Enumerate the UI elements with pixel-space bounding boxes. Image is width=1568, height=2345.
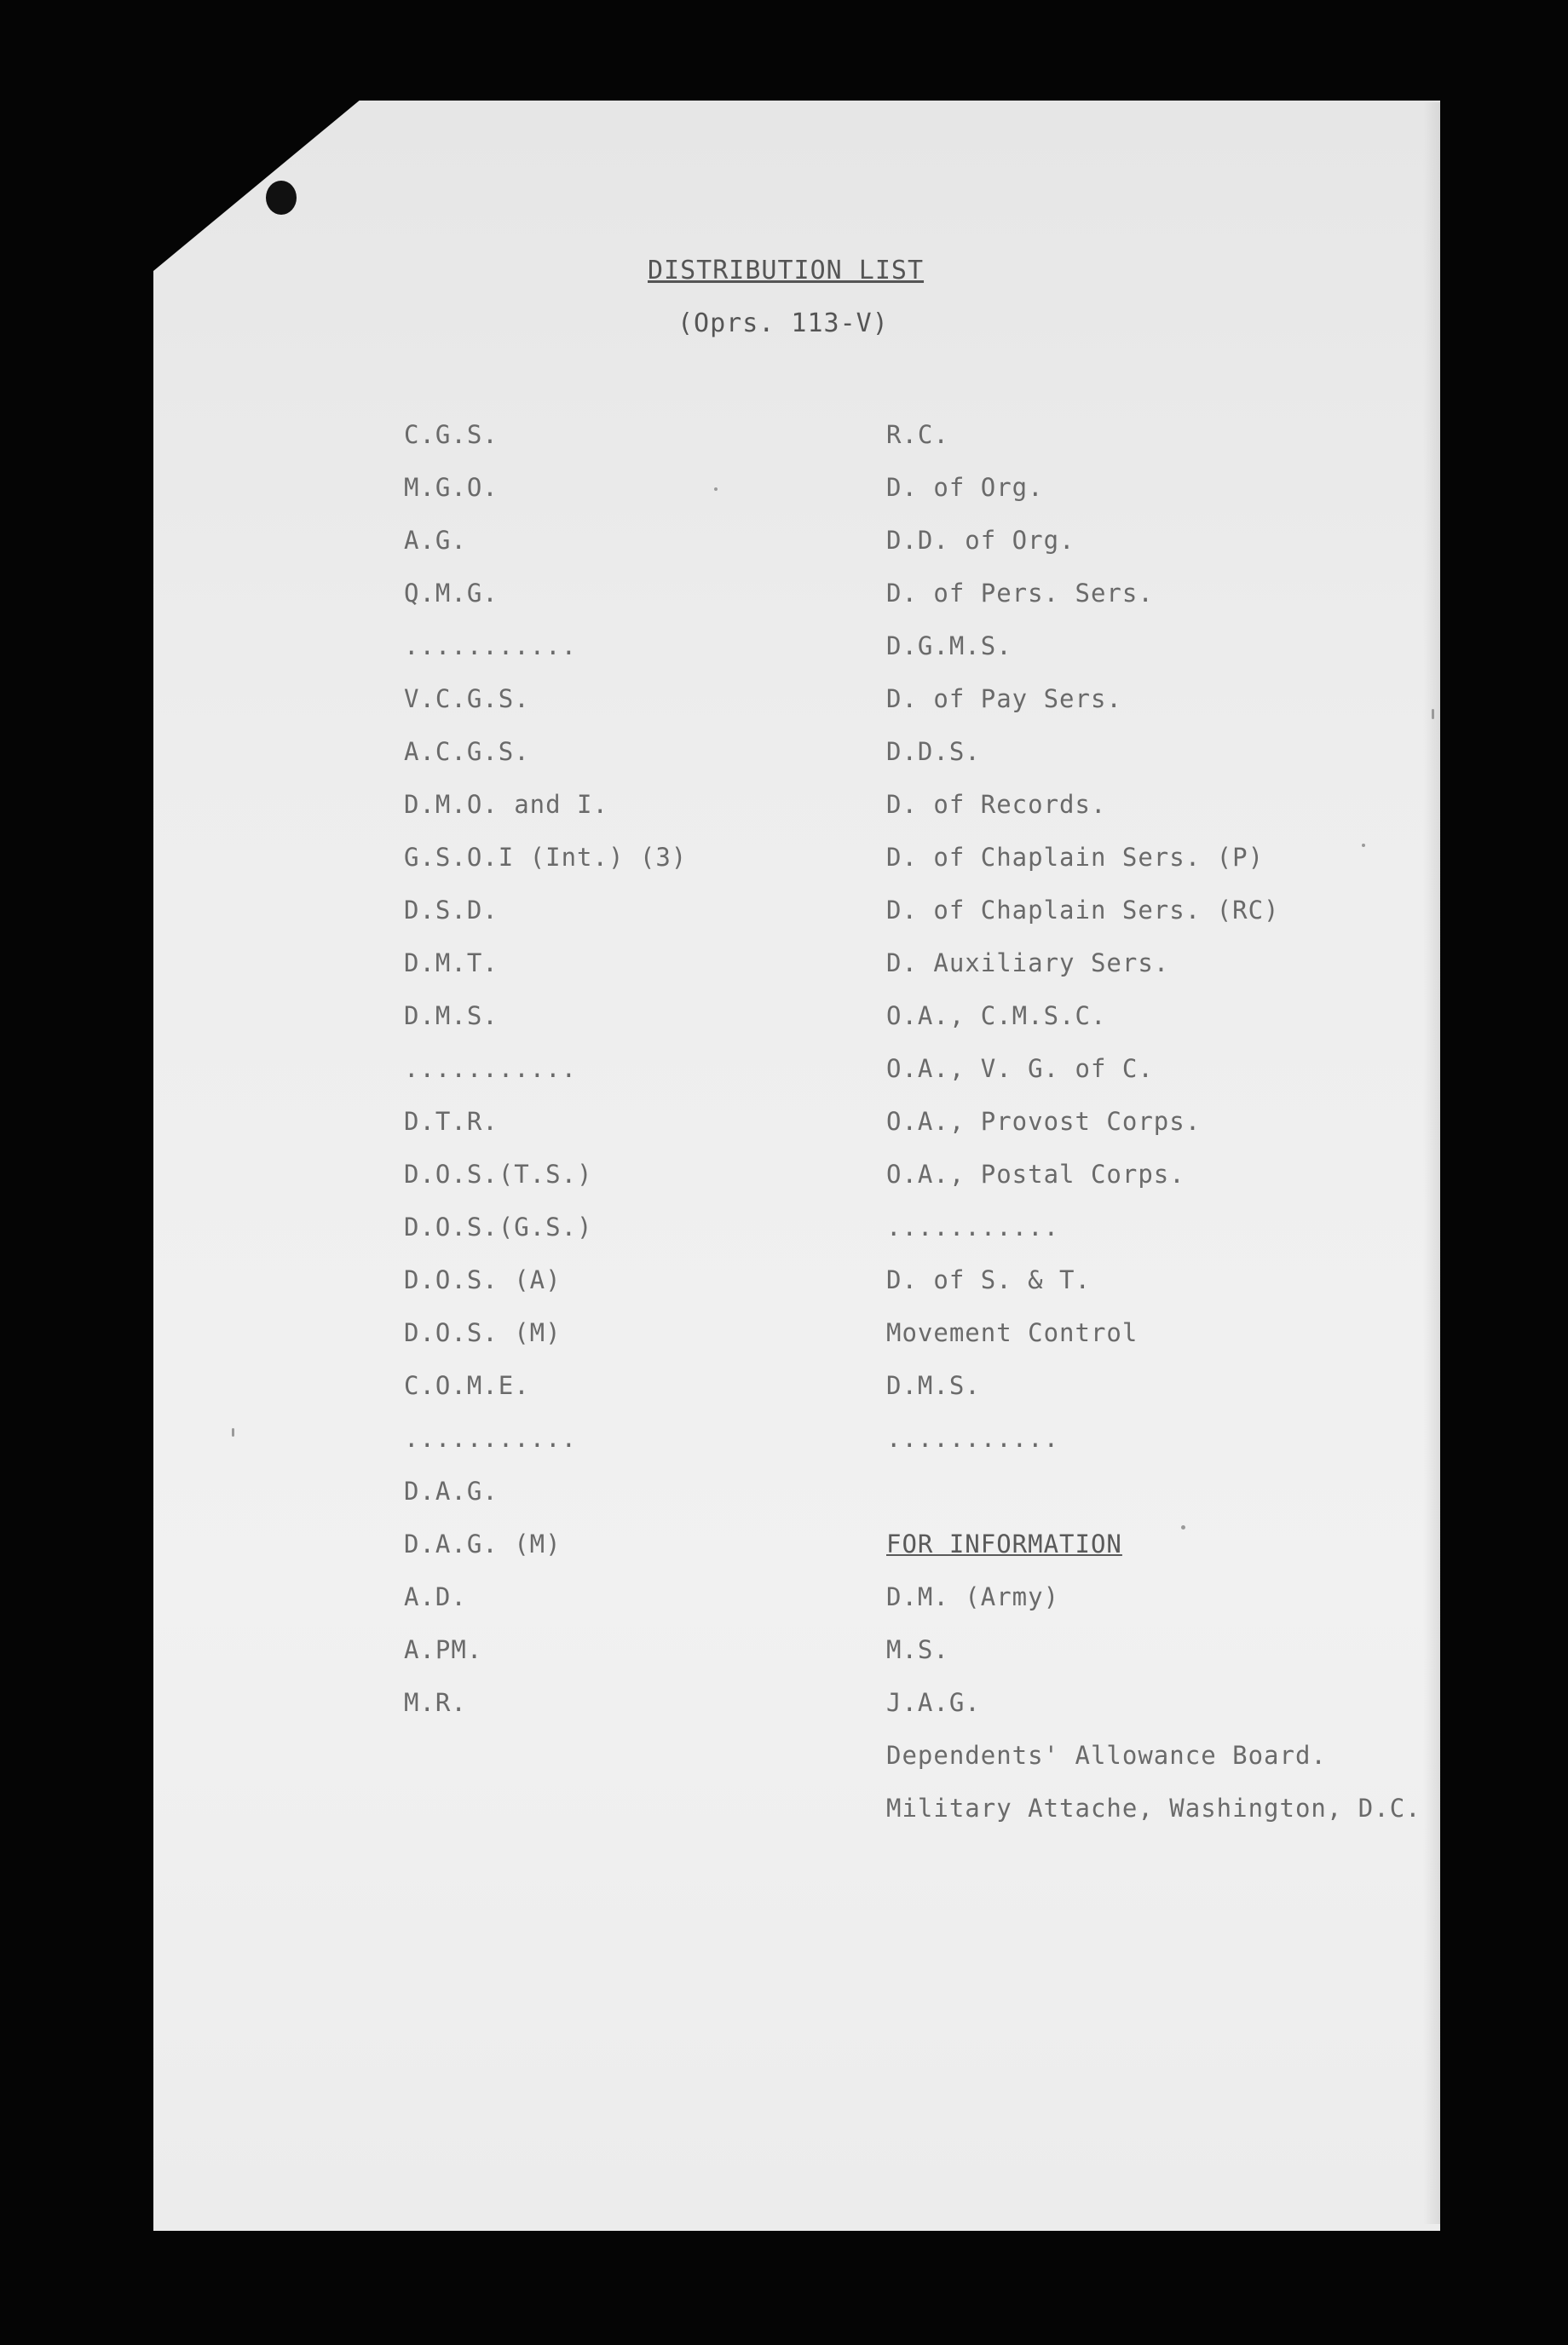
- list-item: D.M.T.: [404, 948, 499, 977]
- list-item: D.D. of Org.: [886, 526, 1075, 555]
- list-item: D.A.G.: [404, 1477, 499, 1506]
- list-item: D.M.S.: [404, 1001, 499, 1030]
- list-item: M.R.: [404, 1688, 467, 1717]
- list-item: D.O.S. (A): [404, 1265, 562, 1294]
- list-item: D.O.S.(G.S.): [404, 1213, 593, 1242]
- list-item: M.S.: [886, 1635, 949, 1664]
- list-item: A.PM.: [404, 1635, 483, 1664]
- list-item: D.T.R.: [404, 1107, 499, 1136]
- list-separator: ...........: [404, 1054, 578, 1083]
- list-separator: ...........: [886, 1213, 1060, 1242]
- list-item: D. of Chaplain Sers. (P): [886, 843, 1265, 872]
- list-item: D.M. (Army): [886, 1582, 1060, 1611]
- punch-hole-icon: [266, 181, 297, 215]
- list-item: D. of Org.: [886, 473, 1044, 502]
- for-information-heading: FOR INFORMATION: [886, 1530, 1122, 1559]
- list-item: V.C.G.S.: [404, 684, 530, 713]
- list-item: A.D.: [404, 1582, 467, 1611]
- list-item: D. of Chaplain Sers. (RC): [886, 896, 1280, 925]
- list-item: D.A.G. (M): [404, 1530, 562, 1559]
- list-separator: ...........: [886, 1424, 1060, 1453]
- list-item: C.O.M.E.: [404, 1371, 530, 1400]
- scan-speck: [232, 1428, 234, 1437]
- list-item: Dependents' Allowance Board.: [886, 1741, 1327, 1770]
- list-item: O.A., V. G. of C.: [886, 1054, 1154, 1083]
- document-subtitle: (Oprs. 113-V): [677, 308, 889, 338]
- list-item: D.M.S.: [886, 1371, 981, 1400]
- list-item: D.O.S. (M): [404, 1318, 562, 1347]
- list-item: M.G.O.: [404, 473, 499, 502]
- paper-edge: [1423, 102, 1440, 2224]
- scan-speck: [714, 487, 718, 491]
- list-item: Movement Control: [886, 1318, 1139, 1347]
- list-item: D. of Pers. Sers.: [886, 579, 1154, 608]
- list-separator: ...........: [404, 631, 578, 660]
- list-item: Q.M.G.: [404, 579, 499, 608]
- list-separator: ...........: [404, 1424, 578, 1453]
- list-item: D. of Pay Sers.: [886, 684, 1122, 713]
- list-item: D.S.D.: [404, 896, 499, 925]
- distribution-list-left: [404, 419, 687, 1740]
- list-item: R.C.: [886, 420, 949, 449]
- list-item: J.A.G.: [886, 1688, 981, 1717]
- scan-speck: [1362, 844, 1365, 847]
- document-title: DISTRIBUTION LIST: [648, 256, 925, 285]
- list-item: A.G.: [404, 526, 467, 555]
- scan-speck: [1181, 1525, 1185, 1530]
- list-item: O.A., Provost Corps.: [886, 1107, 1202, 1136]
- list-item: C.G.S.: [404, 420, 499, 449]
- list-item: O.A., Postal Corps.: [886, 1160, 1185, 1189]
- list-item: D.M.O. and I.: [404, 790, 608, 819]
- list-item: D. of Records.: [886, 790, 1107, 819]
- scan-speck: [1432, 709, 1434, 719]
- list-spacer: [886, 1476, 1421, 1529]
- list-item: G.S.O.I (Int.) (3): [404, 843, 688, 872]
- distribution-list-right: [886, 419, 1421, 1846]
- list-item: A.C.G.S.: [404, 737, 530, 766]
- list-item: Military Attache, Washington, D.C.: [886, 1794, 1421, 1823]
- list-item: D.D.S.: [886, 737, 981, 766]
- list-item: D.G.M.S.: [886, 631, 1012, 660]
- list-item: D.O.S.(T.S.): [404, 1160, 593, 1189]
- list-item: O.A., C.M.S.C.: [886, 1001, 1107, 1030]
- list-item: D. of S. & T.: [886, 1265, 1091, 1294]
- list-item: D. Auxiliary Sers.: [886, 948, 1170, 977]
